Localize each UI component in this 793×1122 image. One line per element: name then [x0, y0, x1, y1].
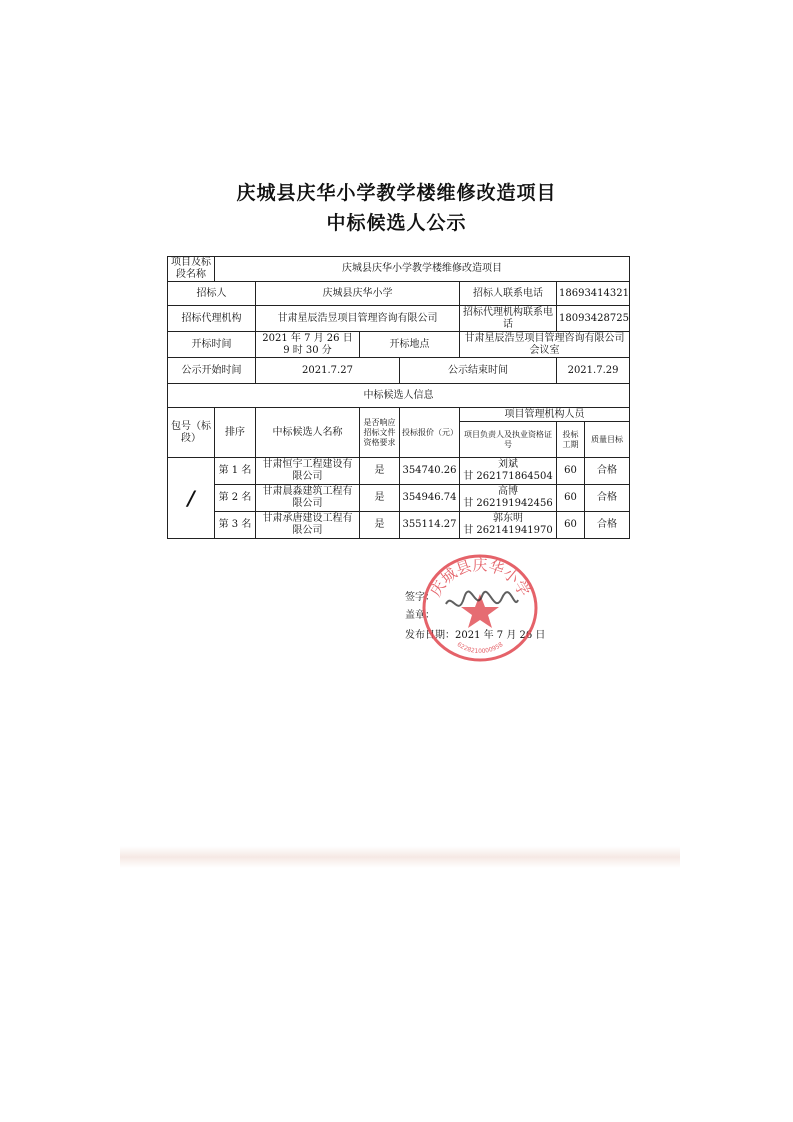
seal-number: 6228210000958	[455, 641, 505, 656]
agency-phone-label: 招标代理机构联系电话	[460, 306, 557, 332]
svg-text:6228210000958	[456, 641, 505, 655]
candidate-price: 354946.74	[400, 485, 460, 512]
header-pm-group: 项目管理机构人员	[460, 408, 630, 422]
candidate-response: 是	[360, 485, 400, 512]
header-duration: 投标工期	[557, 422, 585, 458]
agency-phone-value: 18093428725	[557, 306, 630, 332]
header-price: 投标报价（元）	[400, 408, 460, 458]
open-place-value: 甘肃星辰浩昱项目管理咨询有限公司会议室	[460, 332, 630, 358]
pm-cert: 甘 262141941970	[463, 525, 553, 536]
candidate-price: 354740.26	[400, 458, 460, 485]
candidate-name: 甘肃晨淼建筑工程有限公司	[256, 485, 360, 512]
open-time-value: 2021 年 7 月 26 日 9 时 30 分	[256, 332, 360, 358]
candidate-price: 355114.27	[400, 512, 460, 539]
pm-name: 高博	[498, 486, 518, 497]
candidate-duration: 60	[557, 512, 585, 539]
header-package: 包号（标段）	[168, 408, 215, 458]
candidate-response: 是	[360, 458, 400, 485]
seal-label: 盖章：	[405, 610, 435, 621]
header-quality: 质量目标	[585, 422, 630, 458]
candidate-pm	[460, 458, 557, 485]
document-subtitle: 中标候选人公示	[326, 212, 467, 234]
signature-label: 签字：	[405, 592, 435, 603]
scan-artifact	[120, 846, 680, 868]
header-rank: 排序	[215, 408, 256, 458]
seal-text: 庆城县庆华小学	[426, 556, 534, 600]
publish-date: 发布日期：2021 年 7 月 26 日	[405, 630, 546, 641]
tenderer-phone-value: 18693414321	[557, 282, 630, 306]
svg-text:庆城县庆华小学	[427, 556, 534, 600]
header-response: 是否响应招标文件资格要求	[360, 408, 400, 458]
pub-start-label: 公示开始时间	[168, 358, 256, 384]
pm-cert: 甘 262191942456	[463, 498, 553, 509]
official-seal-stamp	[418, 552, 542, 664]
pub-end-value: 2021.7.29	[557, 358, 630, 384]
candidate-quality: 合格	[585, 512, 630, 539]
candidate-duration: 60	[557, 485, 585, 512]
table-row	[168, 458, 630, 485]
candidate-rank: 第 3 名	[215, 512, 256, 539]
agency-label: 招标代理机构	[168, 306, 256, 332]
pub-end-label: 公示结束时间	[400, 358, 557, 384]
candidate-name: 甘肃恒宇工程建设有限公司	[256, 458, 360, 485]
package-value: /	[168, 458, 215, 539]
table-row	[168, 485, 630, 512]
open-place-label: 开标地点	[360, 332, 460, 358]
candidate-rank: 第 1 名	[215, 458, 256, 485]
document-title: 庆城县庆华小学教学楼维修改造项目	[236, 182, 557, 204]
pm-name: 刘斌	[498, 459, 518, 470]
section-title: 中标候选人信息	[168, 384, 630, 408]
open-time-label: 开标时间	[168, 332, 256, 358]
agency-value: 甘肃星辰浩昱项目管理咨询有限公司	[256, 306, 460, 332]
header-name: 中标候选人名称	[256, 408, 360, 458]
candidate-pm	[460, 512, 557, 539]
project-label: 项目及标段名称	[168, 257, 215, 282]
candidate-name: 甘肃承唐建设工程有限公司	[256, 512, 360, 539]
pm-name: 郭东明	[493, 513, 523, 524]
tenderer-value: 庆城县庆华小学	[256, 282, 460, 306]
tenderer-label: 招标人	[168, 282, 256, 306]
tenderer-phone-label: 招标人联系电话	[460, 282, 557, 306]
candidate-pm	[460, 485, 557, 512]
candidate-quality: 合格	[585, 458, 630, 485]
header-pm-person: 项目负责人及执业资格证号	[460, 422, 557, 458]
table-row	[168, 512, 630, 539]
project-value: 庆城县庆华小学教学楼维修改造项目	[215, 257, 630, 282]
pm-cert: 甘 262171864504	[463, 471, 553, 482]
candidate-announcement-table	[167, 256, 630, 539]
candidate-response: 是	[360, 512, 400, 539]
candidate-quality: 合格	[585, 485, 630, 512]
candidate-rank: 第 2 名	[215, 485, 256, 512]
pub-start-value: 2021.7.27	[256, 358, 400, 384]
candidate-duration: 60	[557, 458, 585, 485]
